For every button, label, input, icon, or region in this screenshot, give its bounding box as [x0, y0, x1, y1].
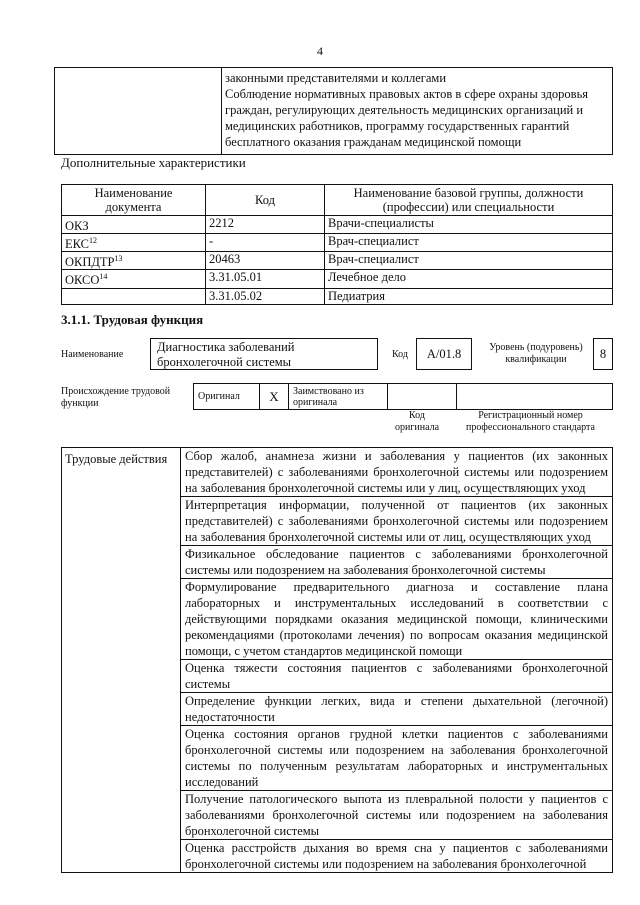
name-cell: Педиатрия: [325, 288, 613, 304]
continuation-line: медицинских работников, программу государственных гарантий: [225, 119, 570, 133]
original-cell: Оригинал: [194, 384, 260, 410]
function-code-box: А/01.8: [416, 338, 472, 370]
doc-cell: ОКЗ: [62, 216, 206, 234]
borrowed-cell: Заимствовано из оригинала: [289, 384, 388, 410]
registration-number-caption: Регистрационный номер профессионального стандарта: [466, 410, 595, 433]
level-label: Уровень (подуровень) квалификации: [489, 342, 583, 365]
continuation-line: законными представителями и коллегами: [225, 71, 447, 85]
name-cell: Лечебное дело: [325, 270, 613, 288]
page-number: 4: [317, 44, 323, 58]
labor-action-item: Физикальное обследование пациентов с заболеваниями бронхолегочной системы или подозрением на заболевания бронхолегочной системы: [181, 546, 613, 579]
continuation-label-cell: [55, 68, 222, 155]
registration-number-cell: [457, 384, 613, 410]
labor-action-item: Оценка состояния органов грудной клетки пациентов с заболеваниями бронхолегочной системы или подозрением на заболевания бронхолегочной системы по полученным результатам лабораторных и инструментальных исследований: [181, 726, 613, 791]
doc-cell: [62, 288, 206, 304]
original-mark: Х: [260, 384, 289, 410]
labor-action-item: Сбор жалоб, анамнеза жизни и заболевания у пациентов (их законных представителей) с заболеваниями бронхолегочной системы или подозрением на заболевания бронхолегочной системы или у лиц, осуществляющих уход: [181, 448, 613, 497]
table-row: [62, 270, 613, 288]
labor-action-item: Оценка тяжести состояния пациентов с заболеваниями бронхолегочной системы: [181, 660, 613, 693]
continuation-table: [54, 67, 613, 155]
name-cell: Врачи-специалисты: [325, 216, 613, 234]
header-code: Код: [206, 185, 325, 216]
name-cell: Врач-специалист: [325, 234, 613, 252]
origin-table: [193, 383, 613, 410]
origin-label: Происхождение трудовой функции: [61, 386, 171, 409]
doc-cell: ОКСО$^{14}$: [62, 270, 206, 288]
continuation-text-cell: [222, 68, 613, 155]
doc-cell: ЕКС$^{12}$: [62, 234, 206, 252]
doc-cell: ОКПДТР$^{13}$: [62, 252, 206, 270]
code-cell: 2212: [206, 216, 325, 234]
labor-actions-table: [61, 447, 613, 873]
level-value-box: 8: [593, 338, 613, 370]
code-cell: 3.31.05.02: [206, 288, 325, 304]
original-code-caption: Код оригинала: [394, 410, 440, 433]
header-document: Наименование документа: [62, 185, 206, 216]
name-label: Наименование: [61, 349, 124, 360]
labor-action-item: Формулирование предварительного диагноза и составление плана лабораторных и инструментальных исследований в соответствии с действующими порядками оказания медицинской помощи, клиническими рекомендациями (протоколами лечения) по вопросам оказания медицинской помощи, с учетом стандартов медицинской помощи: [181, 579, 613, 660]
additional-characteristics-title: Дополнительные характеристики: [61, 155, 246, 170]
original-code-cell: [388, 384, 457, 410]
header-group: Наименование базовой группы, должности (профессии) или специальности: [325, 185, 613, 216]
table-row: [62, 234, 613, 252]
table-row: [62, 252, 613, 270]
continuation-line: Соблюдение нормативных правовых актов в сфере охраны здоровья: [225, 87, 589, 101]
continuation-line: граждан, регулирующих деятельность медицинских организаций и: [225, 103, 584, 117]
labor-action-item: Определение функции легких, вида и степени дыхательной (легочной) недостаточности: [181, 693, 613, 726]
table-row: [62, 288, 613, 304]
code-label: Код: [392, 349, 408, 360]
labor-function-title: 3.1.1. Трудовая функция: [61, 312, 204, 327]
additional-characteristics-table: [61, 184, 613, 305]
code-cell: 3.31.05.01: [206, 270, 325, 288]
function-name-box: Диагностика заболеваний бронхолегочной системы: [150, 338, 378, 370]
labor-action-item: Интерпретация информации, полученной от пациентов (их законных представителей) с заболеваниями бронхолегочной системы или подозрением на заболевания бронхолегочной системы или от лиц, осуществляющих уход: [181, 497, 613, 546]
code-cell: 20463: [206, 252, 325, 270]
table-row: [62, 216, 613, 234]
labor-action-item: Оценка расстройств дыхания во время сна у пациентов с заболеваниями бронхолегочной системы или подозрением на заболевания бронхолегочной: [181, 840, 613, 873]
labor-action-item: Получение патологического выпота из плевральной полости у пациентов с заболеваниями бронхолегочной системы или подозрением на заболевания бронхолегочной системы: [181, 791, 613, 840]
continuation-line: бесплатного оказания гражданам медицинской помощи: [225, 135, 522, 149]
labor-actions-label: Трудовые действия: [62, 448, 181, 873]
name-cell: Врач-специалист: [325, 252, 613, 270]
code-cell: -: [206, 234, 325, 252]
